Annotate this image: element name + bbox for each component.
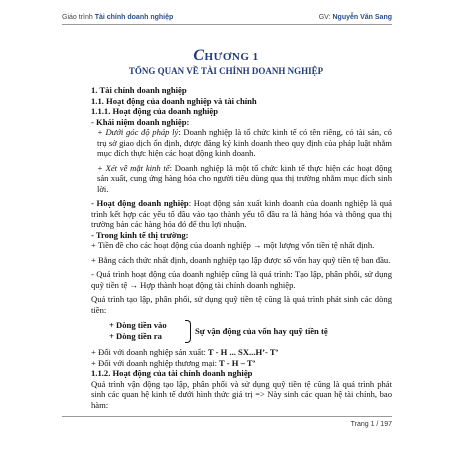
final-paragraph: Quá trình vận động tạo lập, phân phối và sử dụng quỹ tiền tệ cũng là quá trình phát sinh các quan hệ kinh tế dưới hình thức giá trị => Này sinh các quan hệ tài chính, bao hàm: [91, 378, 392, 410]
concept-heading: - Khái niệm doanh nghiệp: [91, 116, 190, 127]
economic-definition [83, 163, 392, 195]
flow-result: Sự vận động của vốn hay quỹ tiền tệ [195, 326, 328, 336]
trade-formula [83, 358, 392, 369]
chapter-title [0, 47, 452, 65]
manufacturing-label: + Đối với doanh nghiệp sản xuất: [91, 347, 206, 357]
header-course-title: Tài chính doanh nghiệp [94, 14, 174, 21]
page-number: Trang 1 / 197 [350, 421, 392, 428]
heading-1-1-2: 1.1.2. Hoạt động của tài chính doanh nghiệp [91, 368, 253, 378]
cash-flow-diagram [83, 318, 392, 344]
page-header [62, 14, 392, 21]
legal-text: : Doanh nghiệp là tổ chức kinh tế có tên riêng, có tài sản, có trụ sở giao dịch ổn định, được đăng ký kinh doanh theo quy định của pháp luật nhằm mục đích thực hiện các hoạt động kinh doanh. [97, 127, 392, 158]
market-point-2: + Bằng cách thức nhất định, doanh nghiệp tạo lập được số vốn hay quỹ tiền tệ ban đầu. [91, 254, 391, 265]
cash-flow-intro: Quá trình tạo lập, phân phối, sử dụng quỹ tiền tệ cũng là quá trình phát sinh các dòng tiền: [91, 294, 392, 315]
page-body [83, 85, 392, 410]
header-left [62, 14, 173, 21]
economic-label: + Xét về mặt kinh tế [97, 162, 170, 173]
manufacturing-formula [83, 347, 392, 358]
header-divider [62, 24, 392, 25]
economic-text: : Doanh nghiệp là một tổ chức kinh tế thực hiện các hoạt động sản xuất, cung ứng hàng hóa cho người tiêu dùng qua thị trường nhằm mục đích sinh lời. [97, 162, 392, 194]
header-author-prefix: GV: [318, 14, 331, 21]
chapter-initial: C [193, 47, 205, 64]
process-paragraph: - Quá trình hoạt động của doanh nghiệp cũng là quá trình: Tạo lập, phân phối, sử dụng quỹ tiền tệ → Hợp thành hoạt động tài chính doanh nghiệp. [91, 269, 392, 290]
activity-label: - Hoạt động doanh nghiệp [91, 198, 189, 208]
legal-label: + Dưới góc độ pháp lý [97, 127, 179, 137]
legal-definition [83, 127, 392, 159]
chapter-subtitle: TỔNG QUAN VỀ TÀI CHÍNH DOANH NGHIỆP [128, 66, 324, 76]
footer-divider [62, 416, 392, 417]
trade-label: + Đối với doanh nghiệp thương mại: [91, 357, 218, 368]
activity-paragraph [83, 198, 392, 230]
trade-expr: T - H – T’ [217, 357, 256, 368]
heading-1-1-1: 1.1.1. Hoạt động của doanh nghiệp [91, 106, 219, 116]
brace-icon [185, 320, 191, 343]
heading-1: 1. Tài chính doanh nghiệp [91, 85, 187, 95]
header-right [319, 14, 392, 21]
header-author-name: Nguyễn Văn Sang [332, 14, 392, 21]
manufacturing-expr: T - H ... SX...H’- T’ [205, 347, 279, 357]
market-point-1: + Tiền đề cho các hoạt động của doanh nghiệp → một lượng vốn tiền tệ nhất định. [91, 240, 375, 250]
activity-text: : Hoạt động sản xuất kinh doanh của doanh nghiệp là quá trình kết hợp các yếu tố đầu vào tạo thành yếu tố đầu ra là hàng hóa và thông qua thị trường bán các hàng hóa đó để thu lợi nhuận. [91, 198, 392, 229]
cash-outflow: + Dòng tiền ra [109, 331, 162, 341]
header-course-prefix: Giáo trình [62, 14, 93, 21]
cash-inflow: + Dòng tiền vào [109, 320, 167, 330]
chapter-label: HƯƠNG 1 [204, 51, 259, 63]
market-heading: - Trong kinh tế thị trường: [91, 229, 189, 240]
heading-1-1: 1.1. Hoạt động của doanh nghiệp và tài chính [91, 95, 257, 106]
